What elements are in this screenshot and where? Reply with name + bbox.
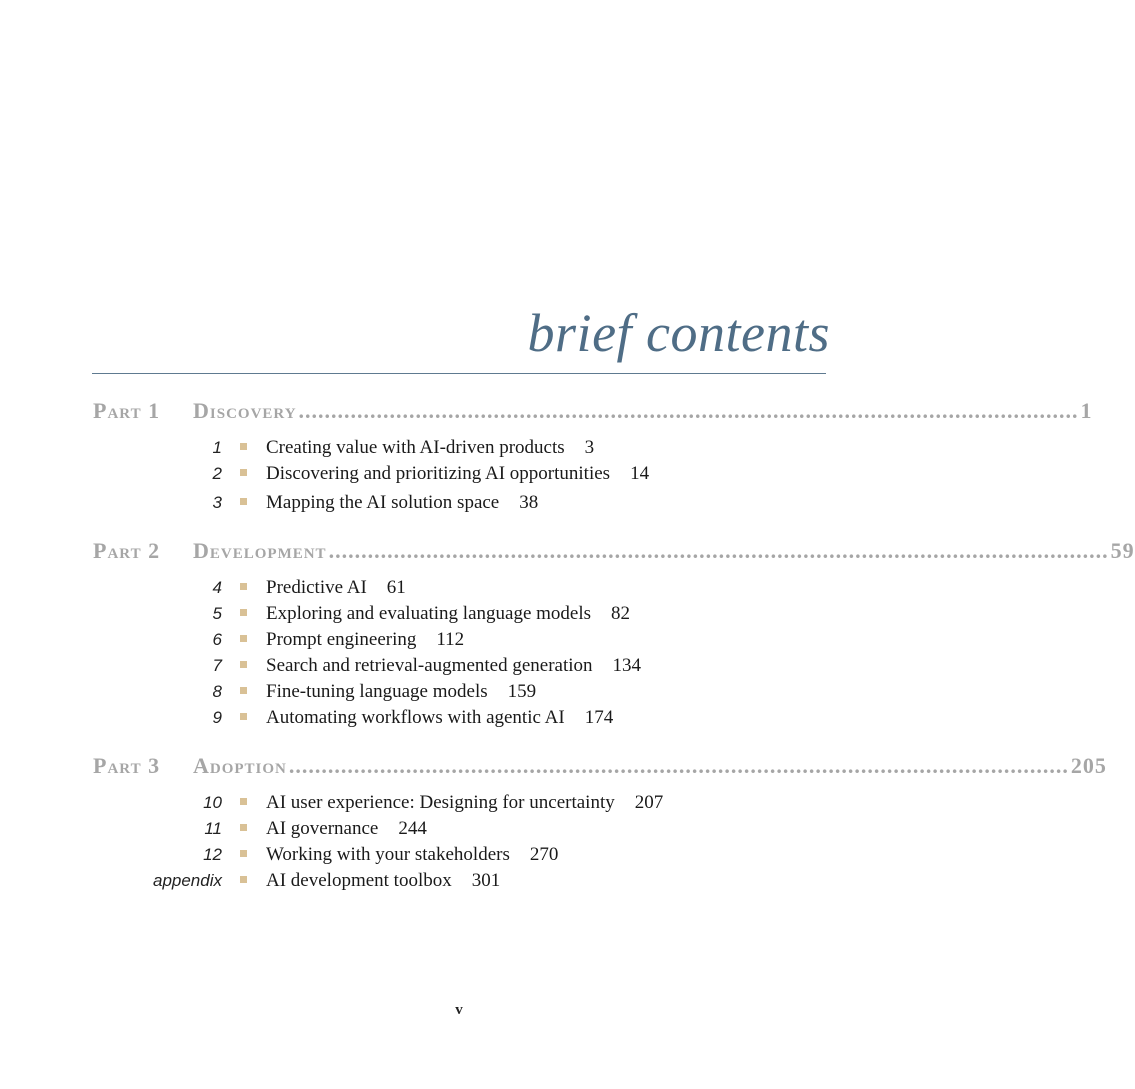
chapter-page-number: 82 <box>611 603 631 624</box>
chapter-page-number: 38 <box>519 492 539 513</box>
chapter-page-number: 3 <box>584 437 595 458</box>
toc-entry[interactable] <box>0 707 613 731</box>
chapter-title: Discovering and prioritizing AI opportunities <box>266 463 611 484</box>
chapter-title: Mapping the AI solution space <box>266 492 500 513</box>
square-bullet-icon <box>240 713 247 720</box>
chapter-number: 12 <box>203 845 222 864</box>
chapter-title: Creating value with AI-driven products <box>266 437 565 458</box>
toc-entry[interactable] <box>0 870 500 894</box>
chapter-number: 8 <box>212 682 222 701</box>
chapter-number: 11 <box>204 819 222 838</box>
toc-entry[interactable] <box>0 792 663 816</box>
chapter-title: Search and retrieval-augmented generation <box>266 655 593 676</box>
part-heading-1[interactable] <box>93 398 1093 428</box>
chapter-page-number: 301 <box>471 870 501 891</box>
chapter-page-number: 134 <box>612 655 642 676</box>
page-folio: v <box>455 1002 463 1018</box>
chapter-page-number: 174 <box>584 707 614 728</box>
chapter-page-number: 159 <box>507 681 537 702</box>
part-label: Part 3 <box>93 753 161 778</box>
chapter-page-number: 112 <box>436 629 465 650</box>
toc-entry[interactable] <box>0 681 536 705</box>
chapter-title: Predictive AI <box>266 577 367 598</box>
chapter-title: AI user experience: Designing for uncertainty <box>266 792 615 813</box>
toc-entry[interactable] <box>0 629 464 653</box>
square-bullet-icon <box>240 661 247 668</box>
leader-dots: ........................................................................................................................ <box>328 538 1109 563</box>
chapter-number: 7 <box>212 656 222 675</box>
toc-entry[interactable] <box>0 655 641 679</box>
toc-entry[interactable] <box>0 603 630 627</box>
chapter-number: 9 <box>212 708 222 727</box>
chapter-title: Automating workflows with agentic AI <box>266 707 565 728</box>
chapter-title: Prompt engineering <box>266 629 417 650</box>
toc-entry[interactable] <box>0 492 538 516</box>
part-label: Part 1 <box>93 398 161 423</box>
square-bullet-icon <box>240 469 247 476</box>
chapter-page-number: 207 <box>634 792 664 813</box>
chapter-title: Working with your stakeholders <box>266 844 510 865</box>
page-title: brief contents <box>527 303 830 363</box>
part-page-number: 59 <box>1110 538 1135 563</box>
toc-entry[interactable] <box>0 818 427 842</box>
part-name: Discovery <box>193 398 297 423</box>
square-bullet-icon <box>240 876 247 883</box>
chapter-page-number: 270 <box>529 844 559 865</box>
chapter-title: AI development toolbox <box>266 870 452 891</box>
part-name: Development <box>193 538 327 563</box>
chapter-number: 10 <box>203 793 222 812</box>
square-bullet-icon <box>240 798 247 805</box>
leader-dots: ........................................................................................................................ <box>298 398 1079 423</box>
part-heading-2[interactable] <box>93 538 1135 568</box>
chapter-number: 3 <box>212 493 222 512</box>
title-rule <box>92 373 826 374</box>
leader-dots: ........................................................................................................................ <box>288 753 1069 778</box>
chapter-number: appendix <box>152 871 222 890</box>
square-bullet-icon <box>240 443 247 450</box>
chapter-title: Exploring and evaluating language models <box>266 603 592 624</box>
part-page-number: 1 <box>1080 398 1093 423</box>
part-heading-3[interactable] <box>93 753 1107 783</box>
square-bullet-icon <box>240 850 247 857</box>
chapter-page-number: 61 <box>386 577 406 598</box>
toc-entry[interactable] <box>0 437 594 461</box>
chapter-page-number: 244 <box>398 818 427 839</box>
part-name: Adoption <box>193 753 287 778</box>
part-page-number: 205 <box>1070 753 1107 778</box>
toc-entry[interactable] <box>0 463 649 487</box>
chapter-number: 6 <box>212 630 222 649</box>
toc-entry[interactable] <box>0 577 406 601</box>
square-bullet-icon <box>240 687 247 694</box>
square-bullet-icon <box>240 583 247 590</box>
chapter-title: Fine-tuning language models <box>266 681 488 702</box>
square-bullet-icon <box>240 824 247 831</box>
toc-entry[interactable] <box>0 844 558 868</box>
part-label: Part 2 <box>93 538 161 563</box>
chapter-page-number: 14 <box>630 463 650 484</box>
square-bullet-icon <box>240 609 247 616</box>
square-bullet-icon <box>240 635 247 642</box>
chapter-number: 1 <box>212 438 222 457</box>
chapter-number: 5 <box>212 604 222 623</box>
chapter-title: AI governance <box>266 818 379 839</box>
chapter-number: 2 <box>212 464 222 483</box>
chapter-number: 4 <box>212 578 222 597</box>
square-bullet-icon <box>240 498 247 505</box>
